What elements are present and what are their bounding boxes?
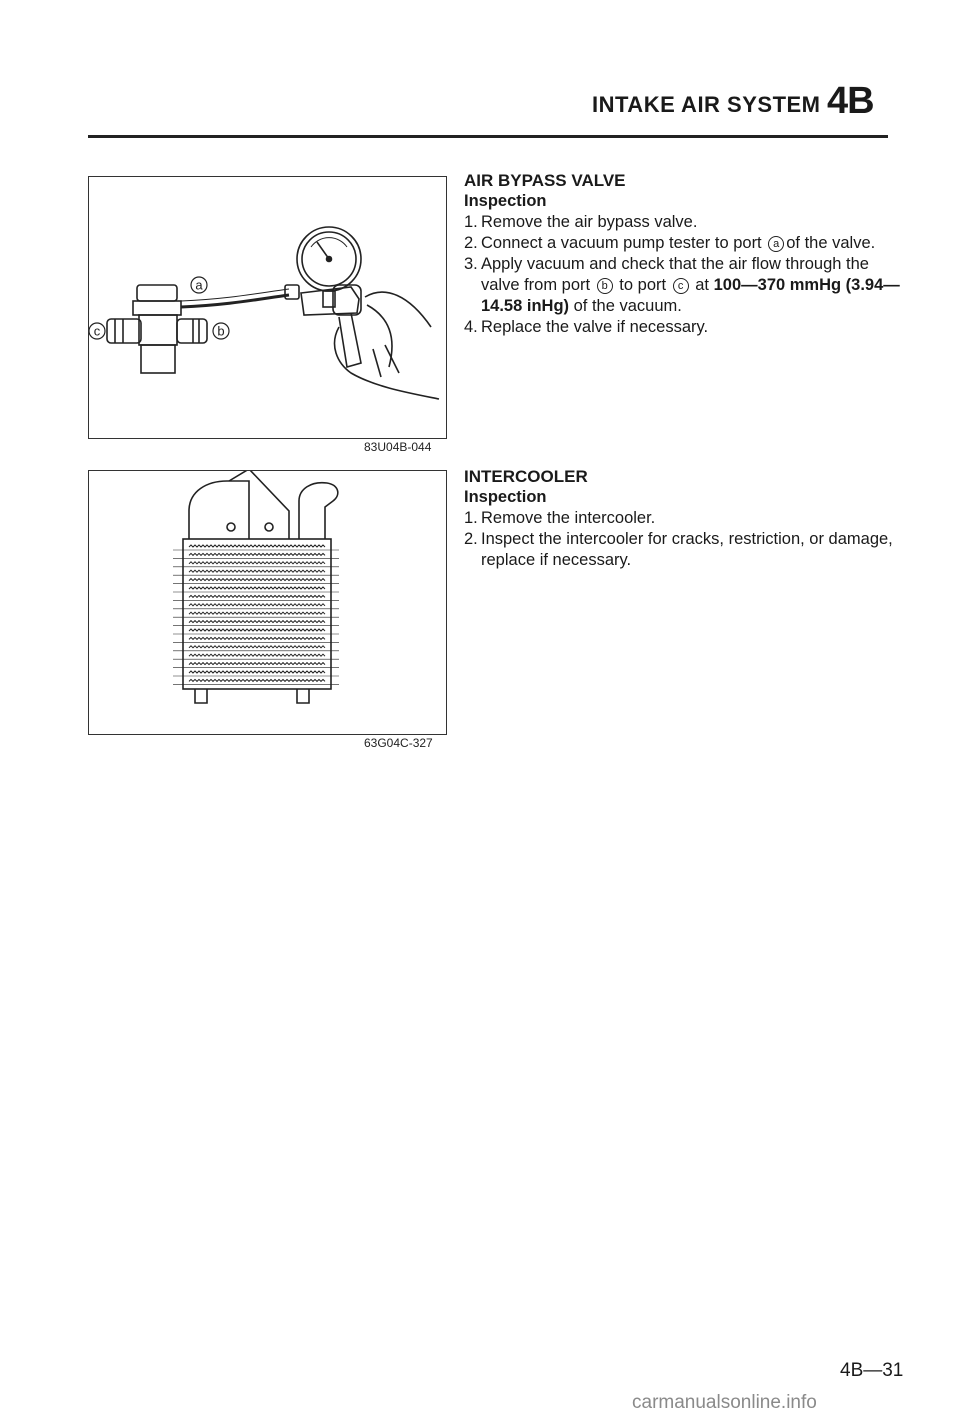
fin-row bbox=[189, 637, 325, 639]
fin-row bbox=[189, 553, 325, 555]
fin-row bbox=[189, 646, 325, 648]
fin-row bbox=[189, 545, 325, 547]
figure-air-bypass-valve bbox=[88, 176, 447, 439]
watermark-text: carmanualsonline.info bbox=[632, 1392, 817, 1413]
fin-row bbox=[189, 604, 325, 606]
section-intercooler bbox=[464, 466, 904, 571]
fin-row bbox=[189, 595, 325, 597]
section-heading: AIR BYPASS VALVE bbox=[464, 171, 626, 190]
list-item: 3. Apply vacuum and check that the air flow through the valve from port b to port c at 100—370 mmHg (3.94—14.58 inHg) of the vacuum. bbox=[464, 255, 900, 315]
section-code: 4B bbox=[827, 80, 874, 122]
section-subheading: Inspection bbox=[464, 488, 547, 506]
air-bypass-valve-illustration bbox=[89, 177, 446, 438]
fin-row bbox=[189, 654, 325, 656]
callout-b: b bbox=[217, 323, 225, 339]
list-item: 1. Remove the intercooler. bbox=[464, 509, 656, 527]
port-marker: b bbox=[597, 278, 613, 294]
fin-row bbox=[189, 671, 325, 673]
fin-row bbox=[189, 570, 325, 572]
page-number: 4B—31 bbox=[840, 1360, 904, 1381]
section-air-bypass-valve bbox=[464, 170, 904, 338]
fin-row bbox=[189, 679, 325, 681]
fin-row bbox=[189, 629, 325, 631]
section-subheading: Inspection bbox=[464, 192, 547, 210]
section-title: INTAKE AIR SYSTEM bbox=[592, 92, 821, 117]
fin-row bbox=[189, 612, 325, 614]
figure-code: 63G04C-327 bbox=[364, 736, 433, 750]
list-item: 2. Inspect the intercooler for cracks, restriction, or damage, replace if necessary. bbox=[464, 530, 893, 569]
callout-c: c bbox=[93, 323, 101, 339]
intercooler-illustration bbox=[89, 471, 446, 734]
list-item: 1. Remove the air bypass valve. bbox=[464, 213, 698, 231]
header-rule bbox=[88, 135, 888, 138]
fin-row bbox=[189, 587, 325, 589]
callout-a: a bbox=[195, 277, 203, 293]
fin-row bbox=[189, 579, 325, 581]
port-marker: c bbox=[673, 278, 689, 294]
fin-row bbox=[189, 663, 325, 665]
list-item: 2. Connect a vacuum pump tester to port a of the valve. bbox=[464, 234, 876, 252]
fin-row bbox=[189, 621, 325, 623]
page-header bbox=[592, 78, 912, 128]
vacuum-spec: 100—370 mmHg (3.94—14.58 inHg) bbox=[481, 276, 900, 315]
figure-code: 83U04B-044 bbox=[364, 440, 432, 454]
section-heading: INTERCOOLER bbox=[464, 467, 588, 486]
fin-row bbox=[189, 562, 325, 564]
figure-intercooler bbox=[88, 470, 447, 735]
list-item: 4. Replace the valve if necessary. bbox=[464, 318, 709, 336]
port-marker: a bbox=[768, 236, 784, 252]
